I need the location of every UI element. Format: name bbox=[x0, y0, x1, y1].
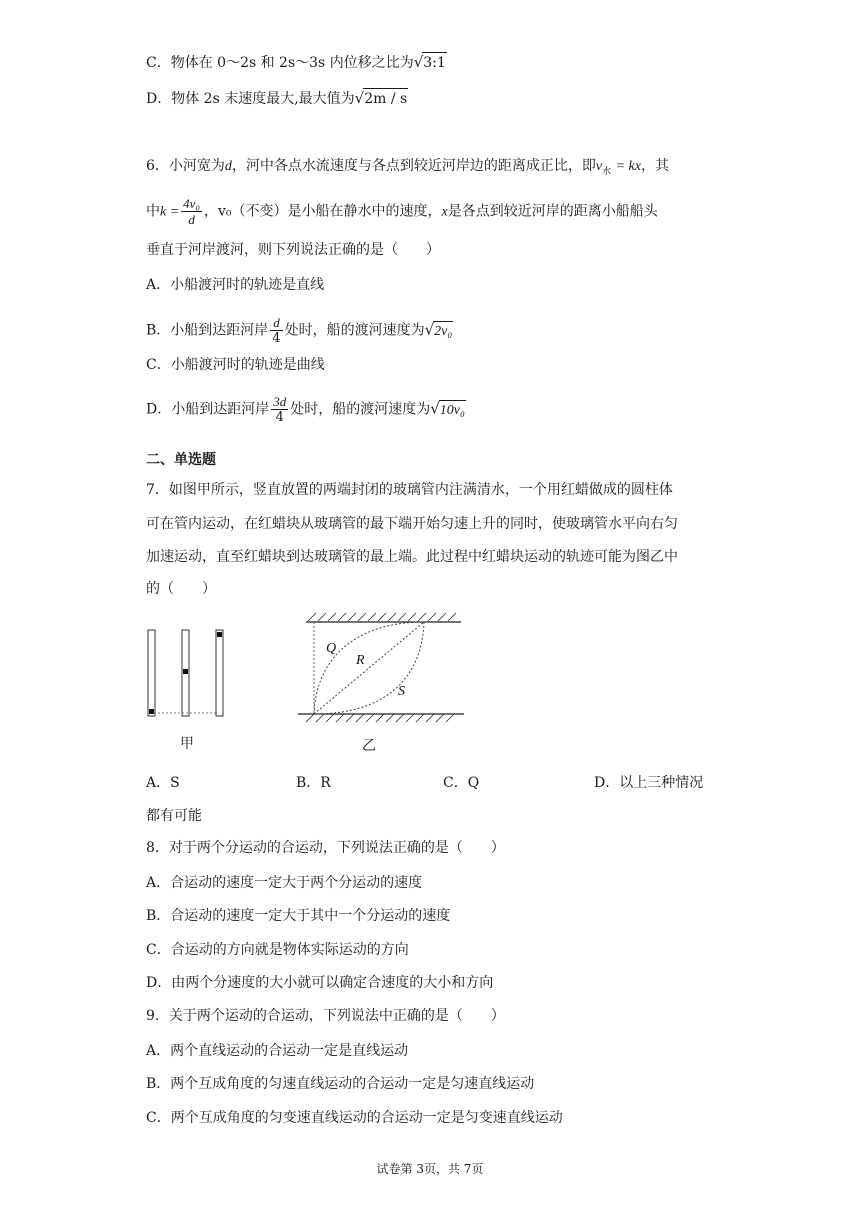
figure-yi bbox=[296, 608, 466, 754]
q6-option-d: D．小船到达距河岸 $\frac{3d}{4}$ 处时，船的渡河速度为√10v₀ bbox=[146, 394, 465, 425]
q7-option-a: A．S bbox=[146, 775, 180, 791]
q9-option-a: A．两个直线运动的合运动一定是直线运动 bbox=[146, 1043, 409, 1059]
wax-block-2 bbox=[183, 669, 188, 674]
figure-jia-label: 甲 bbox=[180, 736, 194, 752]
q5-option-c: C．物体在 0～2s 和 2s～3s 内位移之比为√3:1 bbox=[146, 53, 446, 71]
q7-option-d: D．以上三种情况 bbox=[594, 775, 704, 791]
wax-block-1 bbox=[149, 709, 154, 714]
q8-option-d: D．由两个分速度的大小就可以确定合速度的大小和方向 bbox=[146, 975, 494, 991]
q9-option-b: B．两个互成角度的匀速直线运动的合运动一定是匀速直线运动 bbox=[146, 1076, 535, 1092]
q8-option-a: A．合运动的速度一定大于两个分运动的速度 bbox=[146, 875, 423, 891]
q7-option-c: C．Q bbox=[443, 775, 480, 791]
q8-stem: 8．对于两个分运动的合运动，下列说法正确的是（ ） bbox=[146, 840, 505, 856]
q5-option-d: D．物体 2s 末速度最大,最大值为√2m / s bbox=[146, 89, 408, 107]
q6-option-b: B．小船到达距河岸 $\frac{d}{4}$ 处时，船的渡河速度为√2v₀ bbox=[146, 315, 453, 346]
q5-option-c-value: 3:1 bbox=[422, 52, 447, 73]
q7-stem-line4: 的（ ） bbox=[146, 581, 216, 597]
label-q: Q bbox=[326, 641, 337, 656]
section-heading: 二、单选题 bbox=[146, 452, 216, 468]
q7-option-b: B．R bbox=[296, 775, 331, 791]
q6-option-c: C．小船渡河时的轨迹是曲线 bbox=[146, 357, 325, 373]
figure-jia bbox=[140, 622, 240, 752]
q6-stem-line1: 6．小河宽为d，河中各点水流速度与各点到较近河岸边的距离成正比，即$v_水$ = kx，其 bbox=[146, 158, 669, 177]
wax-block-3 bbox=[217, 632, 222, 637]
q9-option-c: C．两个互成角度的匀变速直线运动的合运动一定是匀变速直线运动 bbox=[146, 1110, 563, 1126]
q7-stem-line2: 可在管内运动，在红蜡块从玻璃管的最下端开始匀速上升的同时，使玻璃管水平向右匀 bbox=[146, 516, 678, 532]
glass-tube-3 bbox=[216, 630, 223, 716]
label-r: R bbox=[356, 653, 365, 668]
label-s: S bbox=[398, 684, 405, 699]
q6-k-fraction: $\frac{\text{4v₀}}{d}$ bbox=[183, 196, 200, 227]
q7-option-d-cont: 都有可能 bbox=[146, 808, 202, 824]
q6-stem-line3: 垂直于河岸渡河，则下列说法正确的是（ ） bbox=[146, 242, 440, 258]
glass-tube-1 bbox=[148, 630, 155, 716]
figure-yi-label: 乙 bbox=[362, 738, 376, 754]
q6-option-a: A．小船渡河时的轨迹是直线 bbox=[146, 277, 325, 293]
q8-option-b: B．合运动的速度一定大于其中一个分运动的速度 bbox=[146, 908, 451, 924]
q7-stem-line1: 7．如图甲所示，竖直放置的两端封闭的玻璃管内注满清水，一个用红蜡做成的圆柱体 bbox=[146, 482, 673, 498]
q9-stem: 9．关于两个运动的合运动，下列说法中正确的是（ ） bbox=[146, 1008, 505, 1024]
q8-option-c: C．合运动的方向就是物体实际运动的方向 bbox=[146, 942, 409, 958]
q7-stem-line3: 加速运动，直至红蜡块到达玻璃管的最上端。此过程中红蜡块运动的轨迹可能为图乙中 bbox=[146, 549, 678, 565]
q5-option-d-value: 2m / s bbox=[363, 88, 408, 109]
page-footer: 试卷第 3页，共 7页 bbox=[376, 1162, 484, 1176]
q6-stem-line2: 中k = $\frac{\text{4v₀}}{d}$ ，v₀（不变）是小船在静水中的速度，x是各点到较近河岸的距离小船船头 bbox=[146, 196, 658, 227]
trajectory-r bbox=[314, 622, 424, 714]
